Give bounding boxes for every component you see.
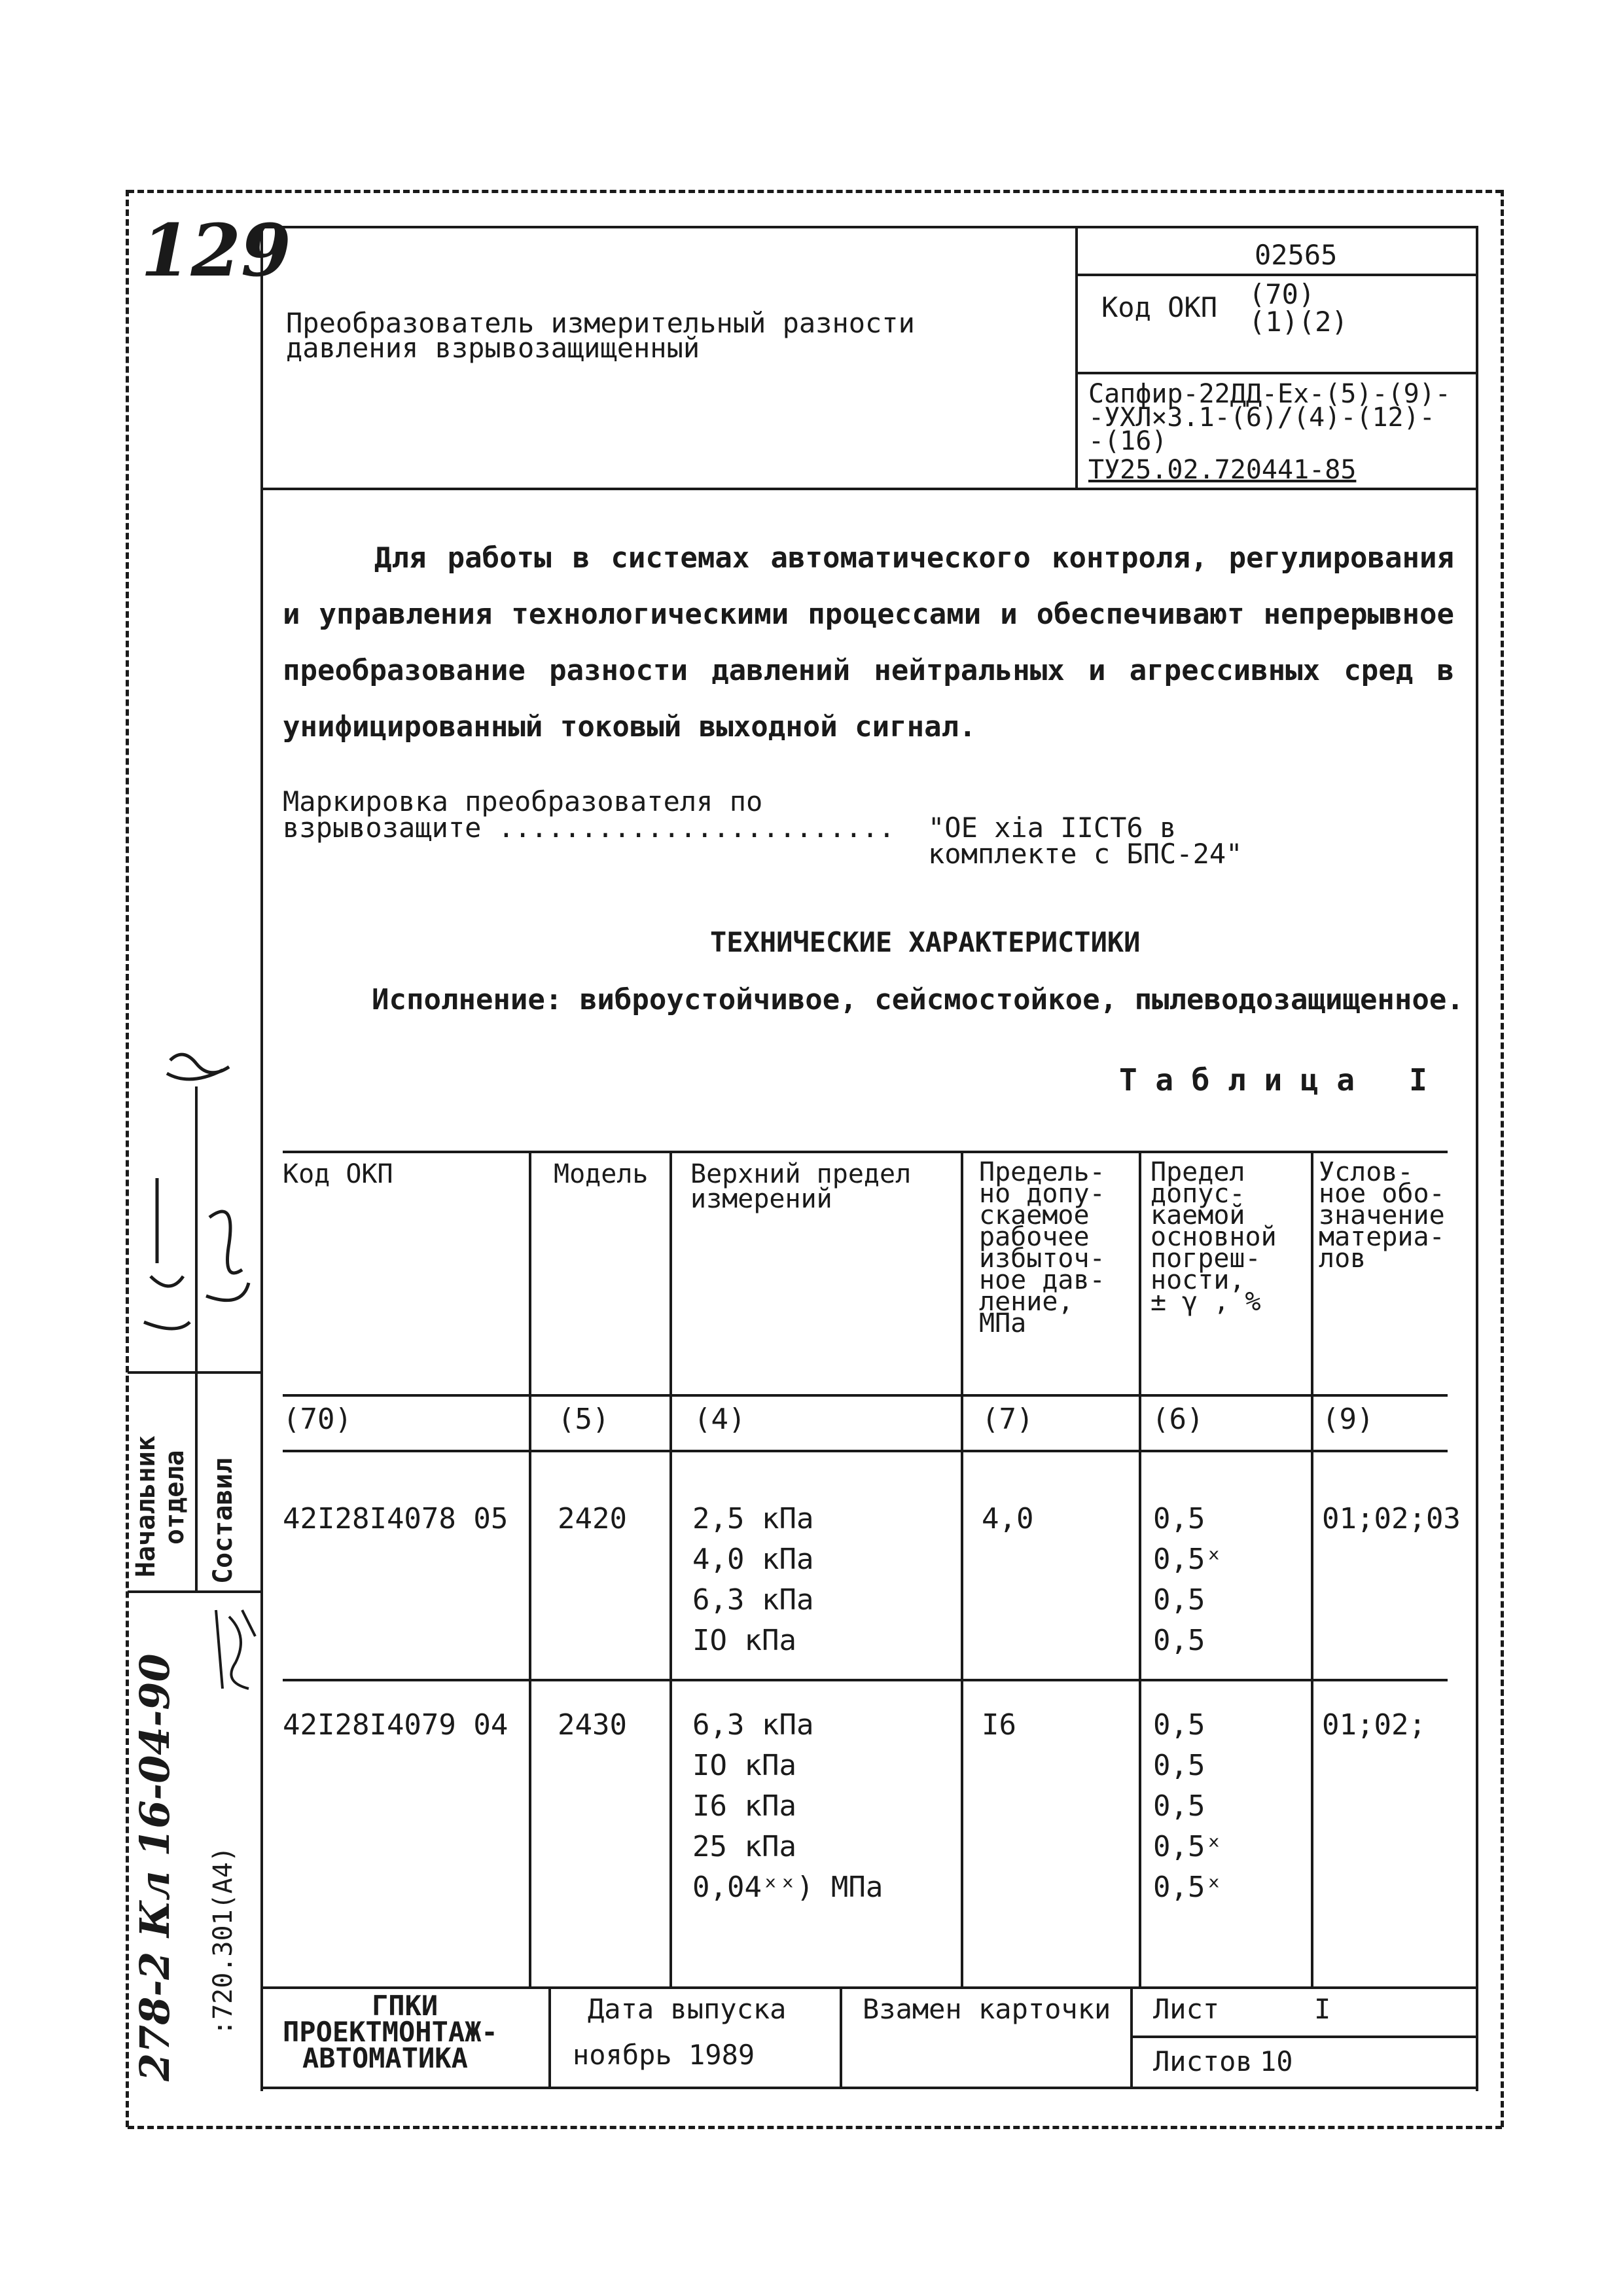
col-code-materials: (9) — [1322, 1403, 1374, 1436]
header-designation-1: Сапфир-22ДД-Ех-(5)-(9)- — [1088, 379, 1451, 409]
footer-org-1: ГПКИ — [372, 1990, 438, 2022]
frame-right-dashed — [1501, 190, 1504, 2127]
col-code-pressure: (7) — [982, 1403, 1034, 1436]
footer-col-1 — [548, 1986, 551, 2088]
col-code-error: (6) — [1152, 1403, 1204, 1436]
description-paragraph: Для работы в системах автоматического контроля, регулирования и управления технологическими процессами и обеспечивают непрерывное преобразование разности давлений нейтральных и агрессивных сред в унифицированный токовый выходной сигнал. — [283, 541, 1454, 744]
col-code-limit: (4) — [694, 1403, 746, 1436]
footer-bottom-border — [260, 2087, 1478, 2089]
table-row-1-model: 2420 — [558, 1502, 627, 1535]
header-right-divider-1 — [1075, 274, 1478, 276]
footer-org-2: ПРОЕКТМОНТАЖ- — [283, 2016, 498, 2048]
header-title-line2: давления взрывозащищенный — [286, 332, 700, 364]
footer-col-3 — [1130, 1986, 1133, 2088]
table-top-border — [283, 1151, 1448, 1153]
table-row-2-materials: 01;02; — [1322, 1708, 1426, 1742]
table-row-2-model: 2430 — [558, 1708, 627, 1742]
frame-bottom-dashed — [128, 2126, 1502, 2129]
footer-col-2 — [840, 1986, 842, 2088]
table-header-limit: Верхний предел измерений — [690, 1159, 912, 1214]
table-header-pressure: Предель- но допу- скаемое рабочее избыточ- ное дав- ление, МПа — [979, 1157, 1105, 1338]
marking-value-1: "ОЕ xia IIСТ6 в — [928, 812, 1177, 844]
table-row-1-okp: 42I28I4078 05 — [283, 1502, 508, 1535]
table-row-2-okp: 42I28I4079 04 — [283, 1708, 508, 1742]
footer-sheets-value: 10 — [1260, 2045, 1293, 2077]
execution-text: Исполнение: виброустойчивое, сейсмостойкое, пылеводозащищенное. — [372, 983, 1464, 1016]
main-right-border — [1476, 226, 1478, 2091]
signature-marks — [131, 1047, 262, 1414]
table-row-1-materials: 01;02;03 — [1322, 1502, 1461, 1535]
section-heading: ТЕХНИЧЕСКИЕ ХАРАКТЕРИСТИКИ — [710, 926, 1141, 958]
main-top-border — [260, 226, 1478, 228]
table-header-okp: Код ОКП — [283, 1159, 393, 1189]
col-code-okp: (70) — [283, 1403, 352, 1436]
table-col-5 — [1311, 1151, 1313, 1988]
sidebar-compiled-label: Составил — [208, 1458, 238, 1584]
table-header-materials: Услов- ное обо- значение материа- лов — [1319, 1157, 1445, 1274]
frame-left-dashed — [126, 190, 129, 2127]
table-row-2-pressure: I6 — [982, 1708, 1016, 1742]
frame-top-dashed — [128, 190, 1502, 193]
table-col-2 — [669, 1151, 672, 1988]
col-code-model: (5) — [558, 1403, 610, 1436]
header-okp-codes-1: (70) — [1249, 278, 1315, 310]
signature-marks-2 — [203, 1597, 268, 1702]
sidebar-head-label-1: Начальник — [131, 1435, 161, 1577]
footer-date-label: Дата выпуска — [588, 1993, 787, 2025]
footer-sheets-label: Листов — [1153, 2045, 1253, 2077]
page-number: 129 — [141, 208, 291, 293]
footer-top-border — [260, 1986, 1478, 1989]
sidebar-head-label-2: отдела — [160, 1450, 190, 1545]
table-header-error: Предел допус- каемой основной погреш- ности, ± γ , % — [1150, 1157, 1277, 1317]
footer-date-value: ноябрь 1989 — [573, 2039, 755, 2071]
footer-org-3: АВТОМАТИКА — [302, 2042, 468, 2074]
table-row-2-error: 0,5 0,5 0,5 0,5ˣ 0,5ˣ — [1153, 1708, 1222, 1904]
footer-sheet-value: I — [1314, 1993, 1331, 2025]
table-row-1-error: 0,5 0,5ˣ 0,5 0,5 — [1153, 1502, 1222, 1657]
table-row-2-limits: 6,3 кПа IO кПа I6 кПа 25 кПа 0,04ˣˣ) МПа — [692, 1708, 883, 1904]
table-codes-border — [283, 1450, 1448, 1452]
footer-sheet-label: Лист — [1153, 1993, 1220, 2025]
header-okp-codes-2: (1)(2) — [1249, 306, 1348, 338]
table-col-1 — [529, 1151, 531, 1988]
marking-label-2: взрывозащите ........................ — [283, 812, 895, 844]
marking-value-2: комплекте с БПС-24" — [928, 838, 1243, 870]
table-header-border — [283, 1394, 1448, 1397]
table-row-border — [283, 1679, 1448, 1681]
marking-label-1: Маркировка преобразователя по — [283, 785, 763, 817]
header-designation-3: -(16) — [1088, 426, 1168, 456]
table-col-3 — [961, 1151, 963, 1988]
header-title-line1: Преобразователь измерительный разности — [286, 307, 915, 339]
footer-sheet-divider — [1130, 2036, 1478, 2038]
table-header-model: Модель — [554, 1159, 649, 1189]
sidebar-divider-2 — [195, 1427, 198, 1590]
table-row-1-limits: 2,5 кПа 4,0 кПа 6,3 кПа IO кПа — [692, 1502, 814, 1657]
header-right-divider-2 — [1075, 372, 1478, 374]
header-okp-label: Код ОКП — [1101, 291, 1218, 323]
sidebar-handwritten-date: 278-2 Кл 16-04-90 — [131, 1653, 179, 2081]
header-designation-2: -УХЛ×3.1-(6)/(4)-(12)- — [1088, 403, 1435, 433]
sidebar-format-code: :720.301(А4) — [208, 1846, 238, 2036]
table-col-4 — [1139, 1151, 1141, 1988]
footer-replace-label: Взамен карточки — [863, 1993, 1111, 2025]
header-code-top: 02565 — [1255, 239, 1338, 271]
header-divider — [1075, 226, 1078, 489]
table-label: Т а б л и ц а I — [1119, 1062, 1427, 1098]
header-tu: ТУ25.02.720441-85 — [1088, 455, 1357, 485]
header-bottom-border — [260, 488, 1478, 490]
sidebar-bottom-rule — [128, 1590, 262, 1593]
table-row-1-pressure: 4,0 — [982, 1502, 1034, 1535]
